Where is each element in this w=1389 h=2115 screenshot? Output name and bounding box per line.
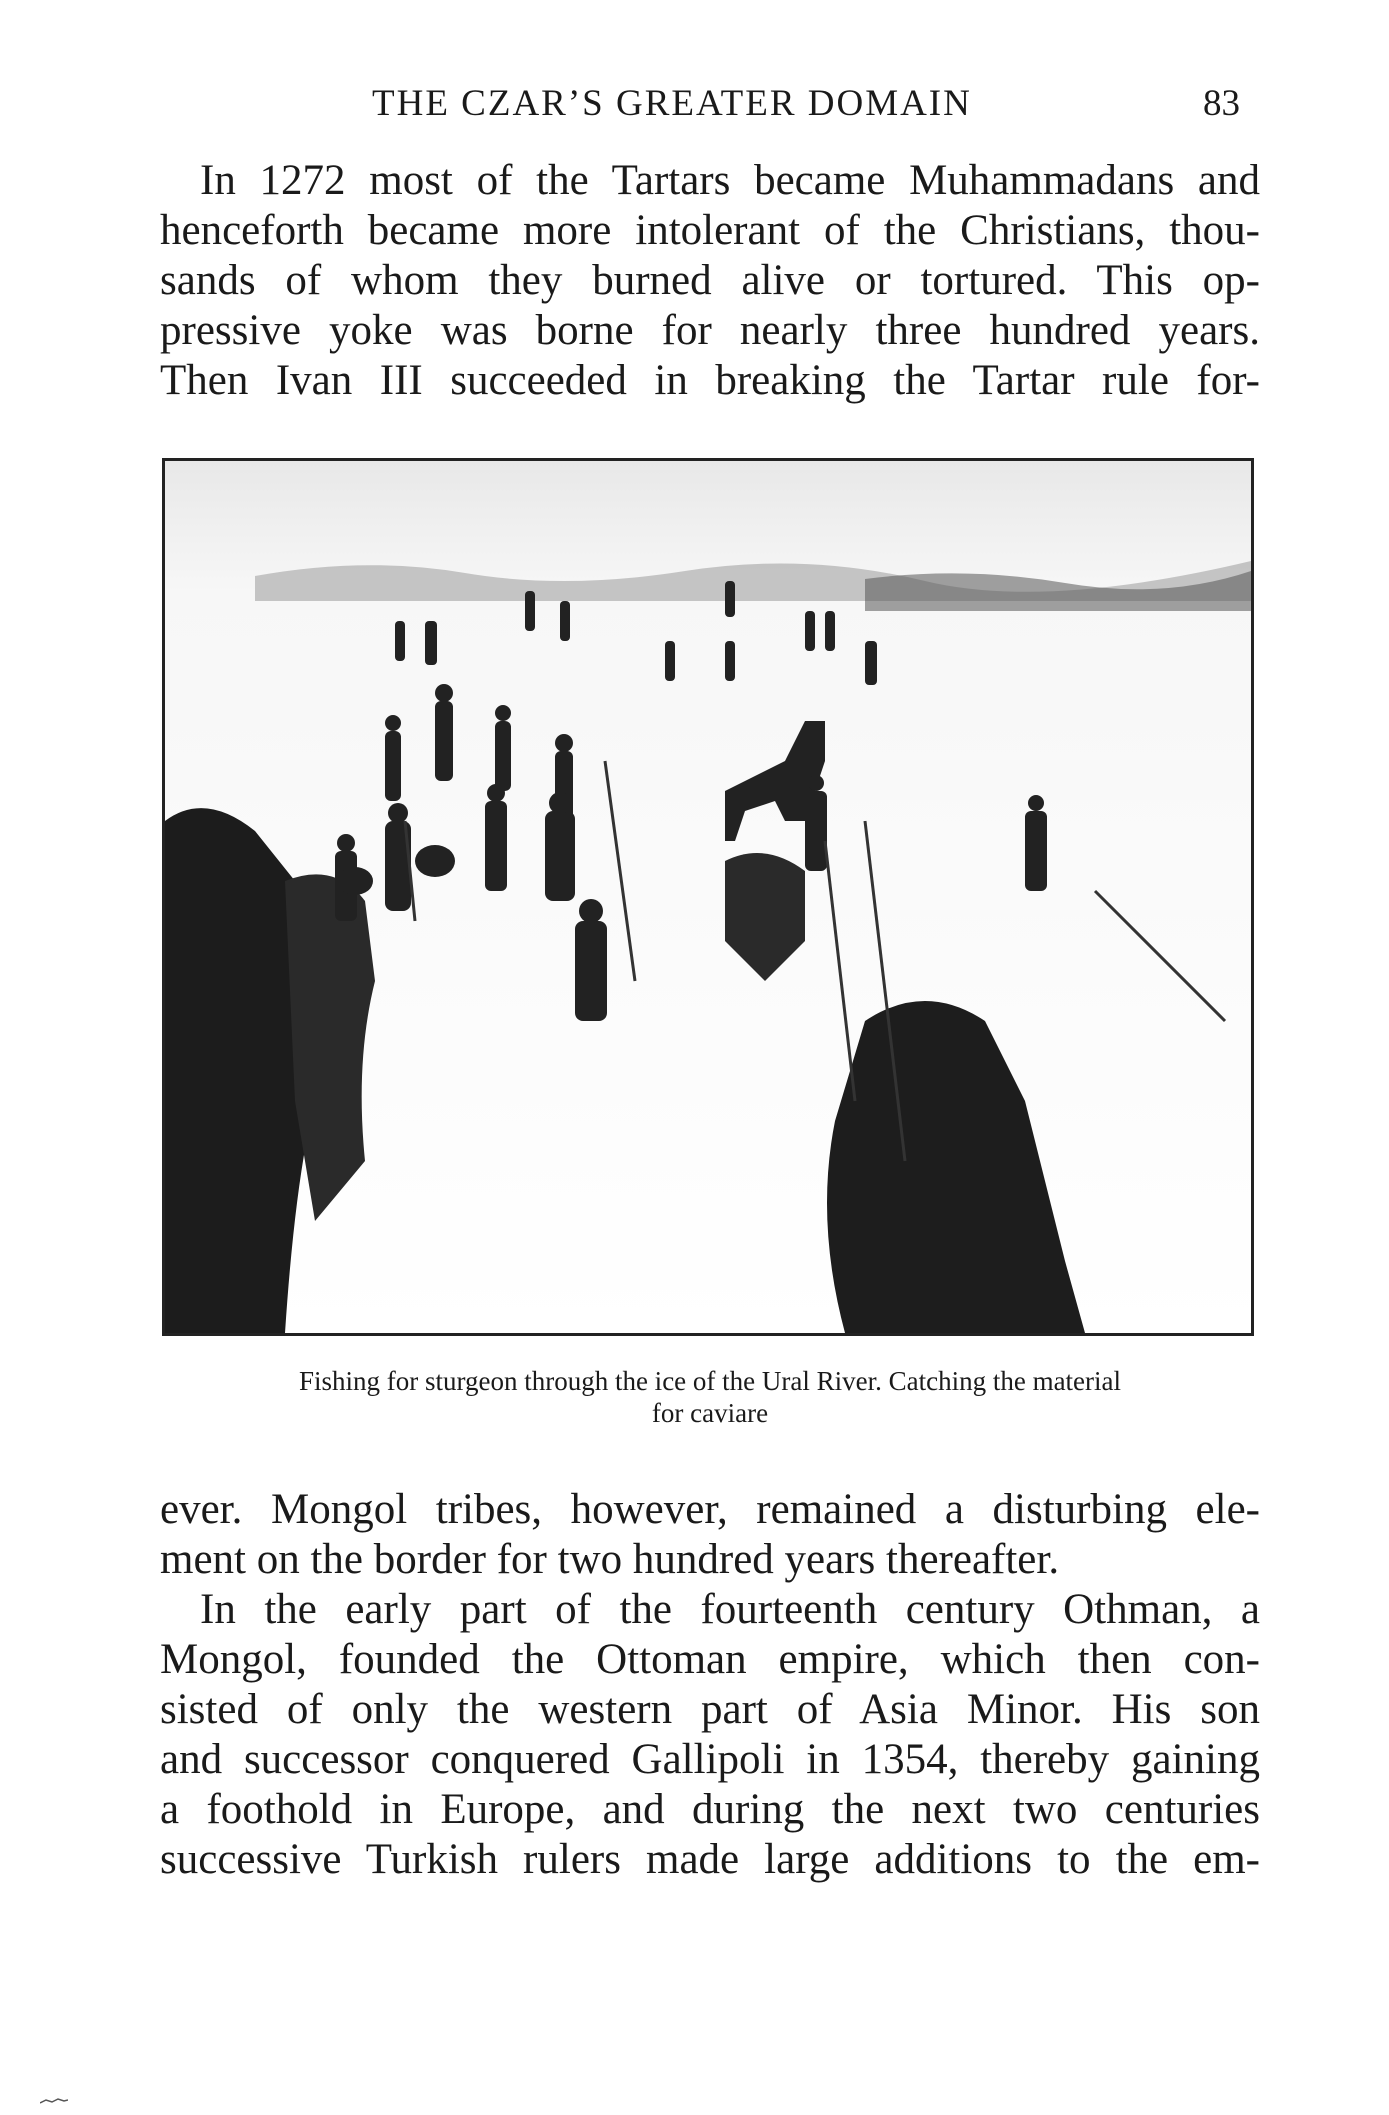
photo-illustration xyxy=(165,461,1251,1333)
text-line: pressive yoke was borne for nearly three hundred years. xyxy=(160,307,1260,354)
text-line: henceforth became more intolerant of the Christians, thou- xyxy=(160,207,1260,254)
figure-caption xyxy=(160,1365,1260,1429)
bottom-paragraphs xyxy=(160,1485,1260,1885)
print-speck xyxy=(40,2098,68,2104)
second-paragraph xyxy=(160,1585,1260,1885)
continuation-paragraph xyxy=(160,1485,1260,1585)
text-line: ment on the border for two hundred years thereafter. xyxy=(160,1536,1060,1583)
text-line: sisted of only the western part of Asia Minor. His son xyxy=(160,1686,1260,1733)
text-line: Then Ivan III succeeded in breaking the Tartar rule for- xyxy=(160,357,1260,404)
caption-line: for caviare xyxy=(651,1398,769,1428)
figure-photograph xyxy=(162,458,1254,1336)
caption-line: Fishing for sturgeon through the ice of the Ural River. Catching the material xyxy=(298,1366,1122,1396)
running-head xyxy=(160,82,1260,142)
text-line: successive Turkish rulers made large additions to the em- xyxy=(160,1836,1260,1883)
text-line: Mongol, founded the Ottoman empire, which then con- xyxy=(160,1636,1260,1683)
text-line: a foothold in Europe, and during the next two centuries xyxy=(160,1786,1260,1833)
text-line: ever. Mongol tribes, however, remained a disturbing ele- xyxy=(160,1486,1260,1533)
text-line: sands of whom they burned alive or tortured. This op- xyxy=(160,257,1260,304)
top-paragraph xyxy=(160,156,1260,406)
text-line: In 1272 most of the Tartars became Muhammadans and xyxy=(200,157,1260,204)
text-line: In the early part of the fourteenth century Othman, a xyxy=(200,1586,1260,1633)
running-title: THE CZAR’S GREATER DOMAIN xyxy=(372,83,972,124)
page-number: 83 xyxy=(1203,83,1240,124)
text-line: and successor conquered Gallipoli in 1354, thereby gaining xyxy=(160,1736,1260,1783)
